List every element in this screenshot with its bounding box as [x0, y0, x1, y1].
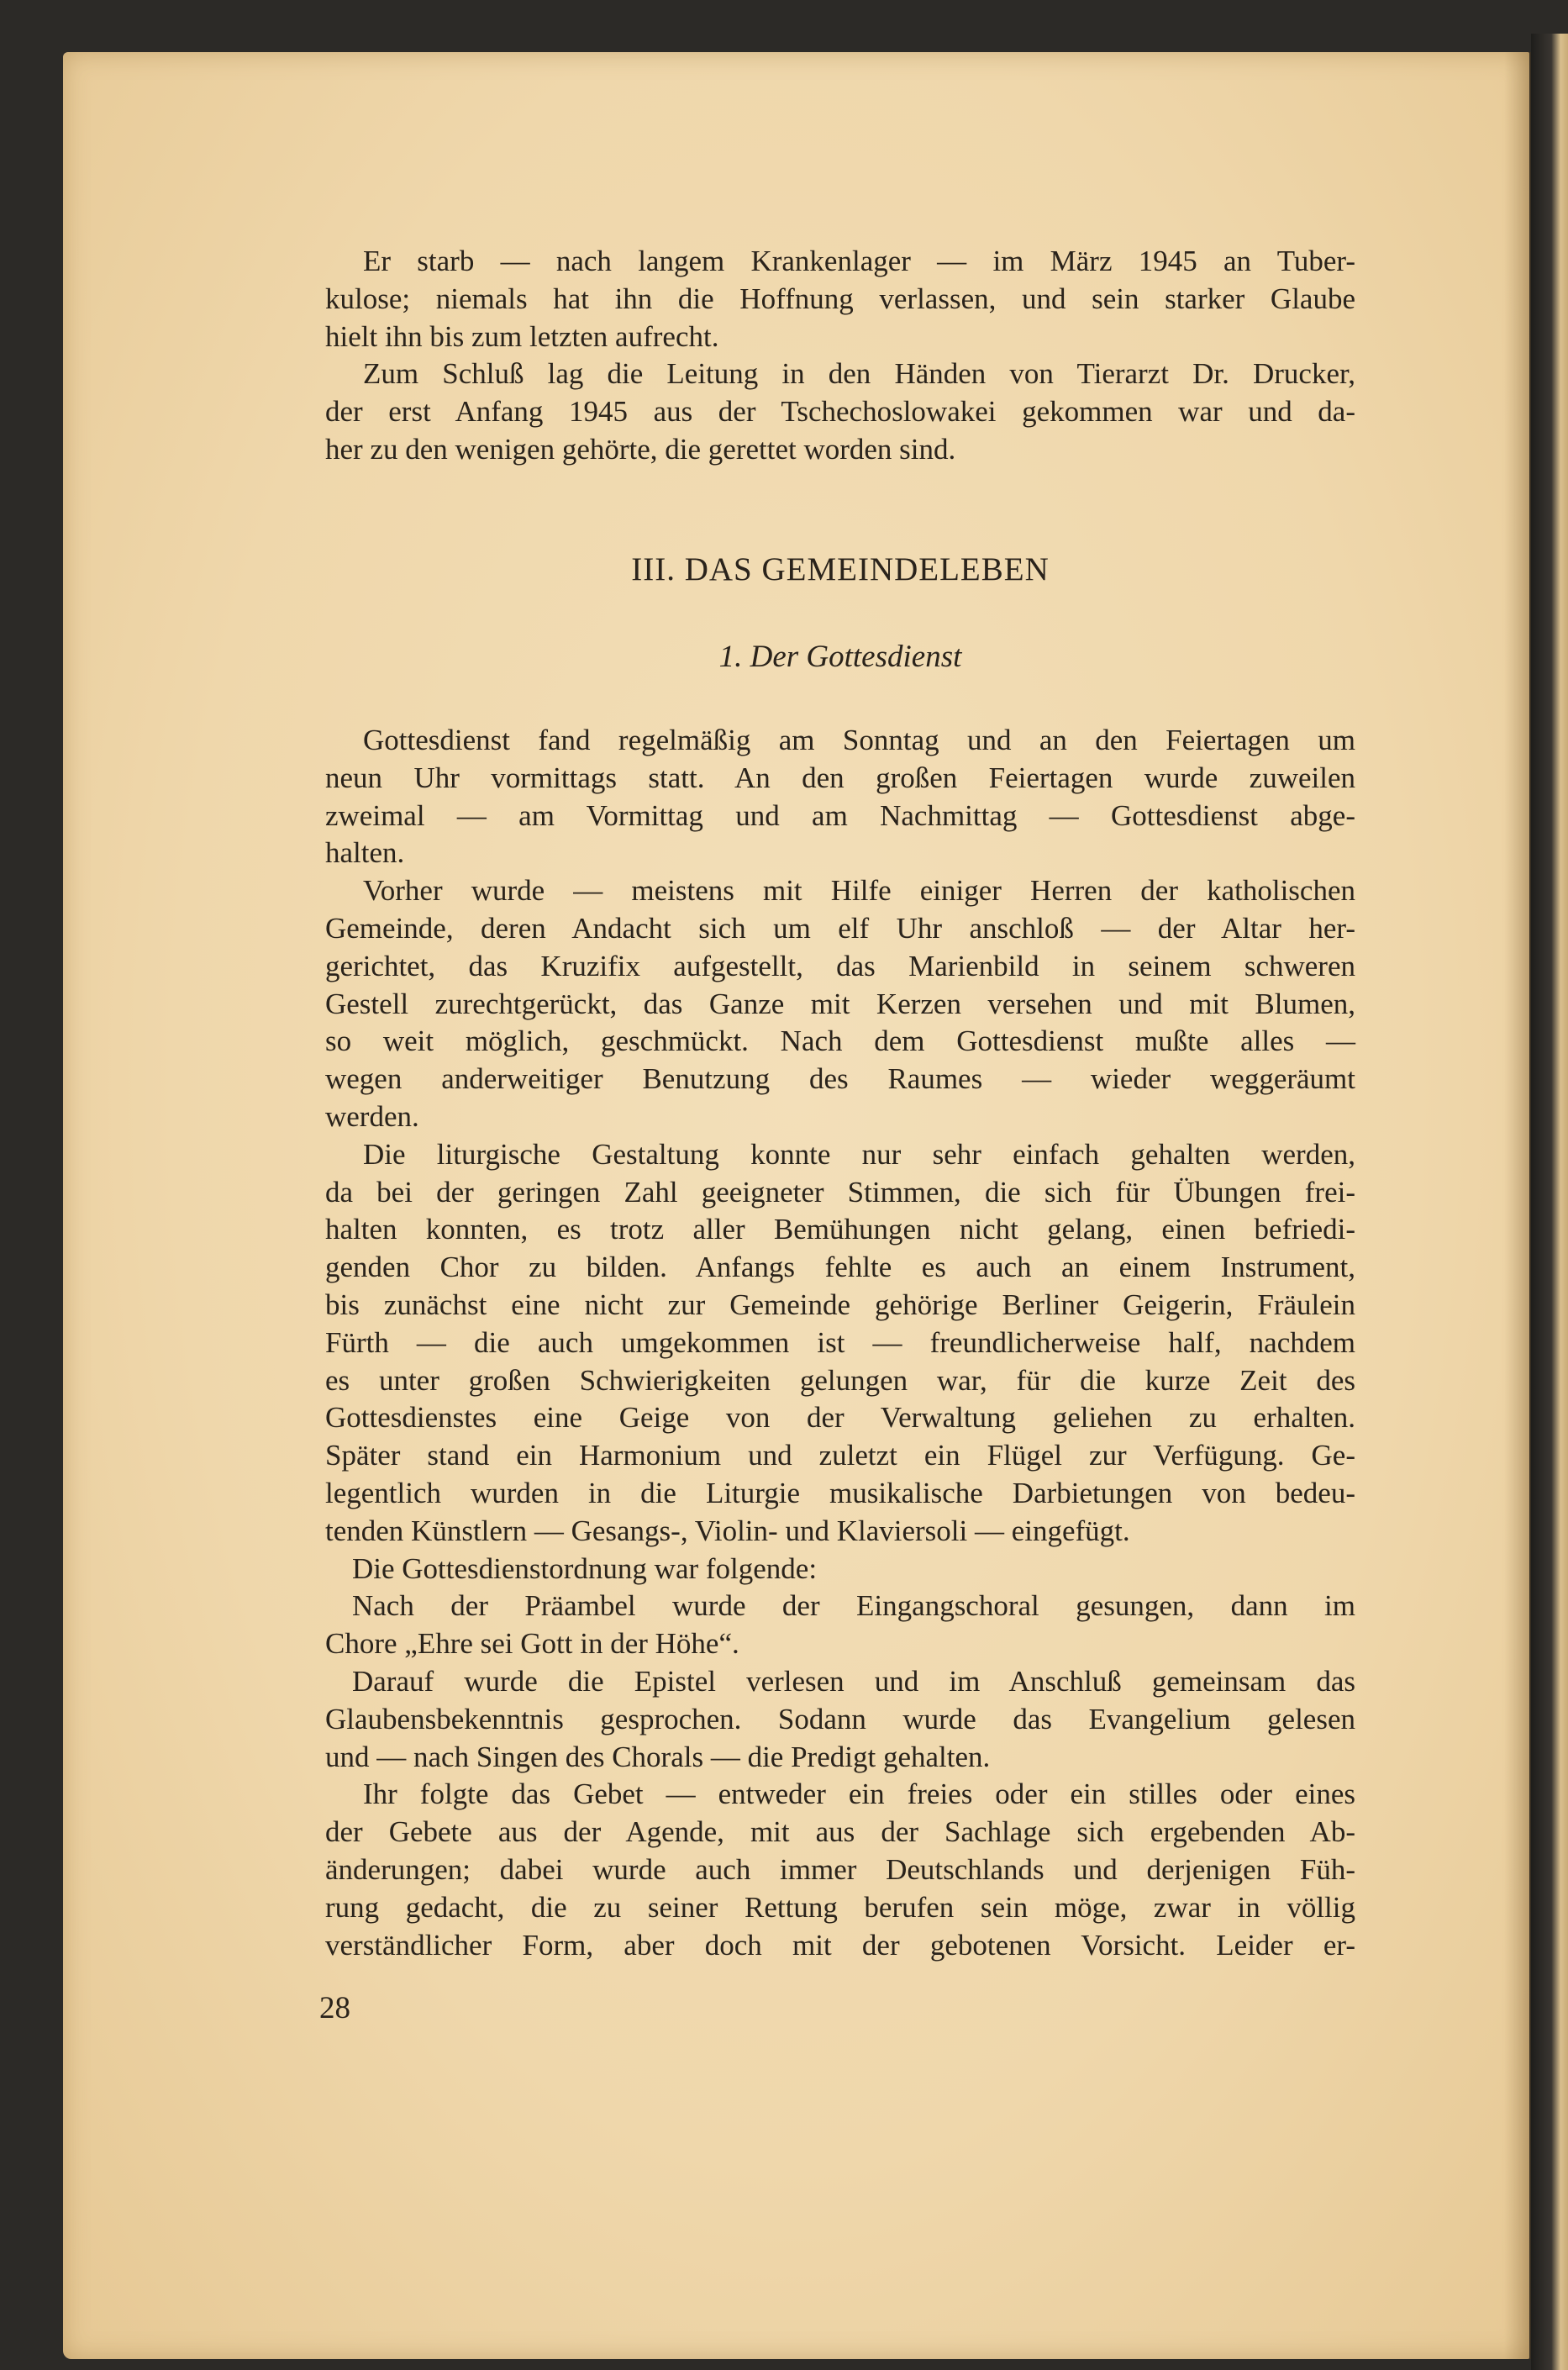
text-line: änderungen; dabei wurde auch immer Deutschlands und derjenigen Füh- — [325, 1852, 1355, 1886]
page-gutter-shadow — [1504, 52, 1531, 2359]
paragraph — [325, 1588, 1355, 1663]
text-line: genden Chor zu bilden. Anfangs fehlte es auch an einem Instrument, — [325, 1251, 1355, 1284]
text-line: Chore „Ehre sei Gott in der Höhe“. — [325, 1627, 739, 1661]
text-line: halten. — [325, 836, 405, 870]
text-line: da bei der geringen Zahl geeigneter Stimmen, die sich für Übungen frei- — [325, 1175, 1355, 1209]
text-line: kulose; niemals hat ihn die Hoffnung verlassen, und sein starker Glaube — [325, 282, 1355, 315]
text-line: Gottesdienstes eine Geige von der Verwaltung geliehen zu erhalten. — [325, 1401, 1355, 1435]
text-line: der Gebete aus der Agende, mit aus der Sachlage sich ergebenden Ab- — [325, 1815, 1355, 1849]
paragraph — [325, 1663, 1355, 1776]
text-line: werden. — [325, 1099, 419, 1133]
text-line: Nach der Präambel wurde der Eingangschoral gesungen, dann im — [352, 1589, 1355, 1623]
paragraph — [325, 243, 1355, 356]
section-heading: 1. Der Gottesdienst — [718, 640, 962, 674]
paragraph — [325, 356, 1355, 468]
text-line: Glaubensbekenntnis gesprochen. Sodann wurde das Evangelium gelesen — [325, 1702, 1355, 1735]
adjacent-page-edge — [1531, 34, 1568, 2370]
text-line: bis zunächst eine nicht zur Gemeinde gehörige Berliner Geigerin, Fräulein — [325, 1288, 1355, 1321]
text-line: zweimal — am Vormittag und am Nachmittag — Gottesdienst abge- — [325, 798, 1355, 832]
text-line: Gemeinde, deren Andacht sich um elf Uhr anschloß — der Altar her- — [325, 911, 1355, 945]
text-line: Er starb — nach langem Krankenlager — im März 1945 an Tuber- — [363, 245, 1355, 277]
text-line: es unter großen Schwierigkeiten gelungen war, für die kurze Zeit des — [325, 1363, 1355, 1397]
paragraph — [325, 1551, 1355, 1588]
text-line: Gottesdienst fand regelmäßig am Sonntag und an den Feiertagen um — [363, 724, 1355, 756]
text-line: der erst Anfang 1945 aus der Tschechoslowakei gekommen war und da- — [325, 395, 1355, 429]
text-line: rung gedacht, die zu seiner Rettung berufen sein möge, zwar in völlig — [325, 1890, 1355, 1924]
text-line: verständlicher Form, aber doch mit der gebotenen Vorsicht. Leider er- — [325, 1928, 1355, 1962]
text-line: Später stand ein Harmonium und zuletzt ein Flügel zur Verfügung. Ge- — [325, 1439, 1355, 1472]
body-text — [325, 722, 1355, 1964]
chapter-heading: III. DAS GEMEINDELEBEN — [631, 551, 1050, 587]
text-line: hielt ihn bis zum letzten aufrecht. — [325, 319, 719, 353]
text-line: Darauf wurde die Epistel verlesen und im Anschluß gemeinsam das — [352, 1664, 1355, 1698]
text-line: Ihr folgte das Gebet — entweder ein freies oder ein stilles oder eines — [363, 1778, 1355, 1811]
text-line: neun Uhr vormittags statt. An den großen Feiertagen wurde zuweilen — [325, 761, 1355, 794]
text-line: Die liturgische Gestaltung konnte nur sehr einfach gehalten werden, — [363, 1137, 1355, 1171]
text-line: halten konnten, es trotz aller Bemühungen nicht gelang, einen befriedi- — [325, 1213, 1355, 1246]
text-line: her zu den wenigen gehörte, die gerettet worden sind. — [325, 432, 956, 466]
page-number: 28 — [319, 1991, 350, 2025]
paragraph — [325, 722, 1355, 872]
paragraph — [325, 872, 1355, 1136]
text-line: Vorher wurde — meistens mit Hilfe einiger Herren der katholischen — [363, 874, 1355, 908]
paragraph — [325, 1776, 1355, 1964]
paragraph — [325, 1136, 1355, 1551]
text-line: Gestell zurechtgerückt, das Ganze mit Kerzen versehen und mit Blumen, — [325, 987, 1355, 1020]
text-line: tenden Künstlern — Gesangs-, Violin- und Klaviersoli — eingefügt. — [325, 1514, 1130, 1547]
text-line: so weit möglich, geschmückt. Nach dem Gottesdienst mußte alles — — [325, 1024, 1355, 1058]
text-line: und — nach Singen des Chorals — die Predigt gehalten. — [325, 1740, 991, 1773]
text-line: Die Gottesdienstordnung war folgende: — [352, 1551, 818, 1585]
text-line: legentlich wurden in die Liturgie musikalische Darbietungen von bedeu- — [325, 1476, 1355, 1509]
text-line: gerichtet, das Kruzifix aufgestellt, das Marienbild in seinem schweren — [325, 949, 1355, 982]
text-line: wegen anderweitiger Benutzung des Raumes — wieder weggeräumt — [325, 1062, 1355, 1096]
text-line: Fürth — die auch umgekommen ist — freundlicherweise half, nachdem — [325, 1325, 1355, 1359]
text-line: Zum Schluß lag die Leitung in den Händen von Tierarzt Dr. Drucker, — [363, 357, 1355, 391]
intro-text — [325, 243, 1355, 469]
